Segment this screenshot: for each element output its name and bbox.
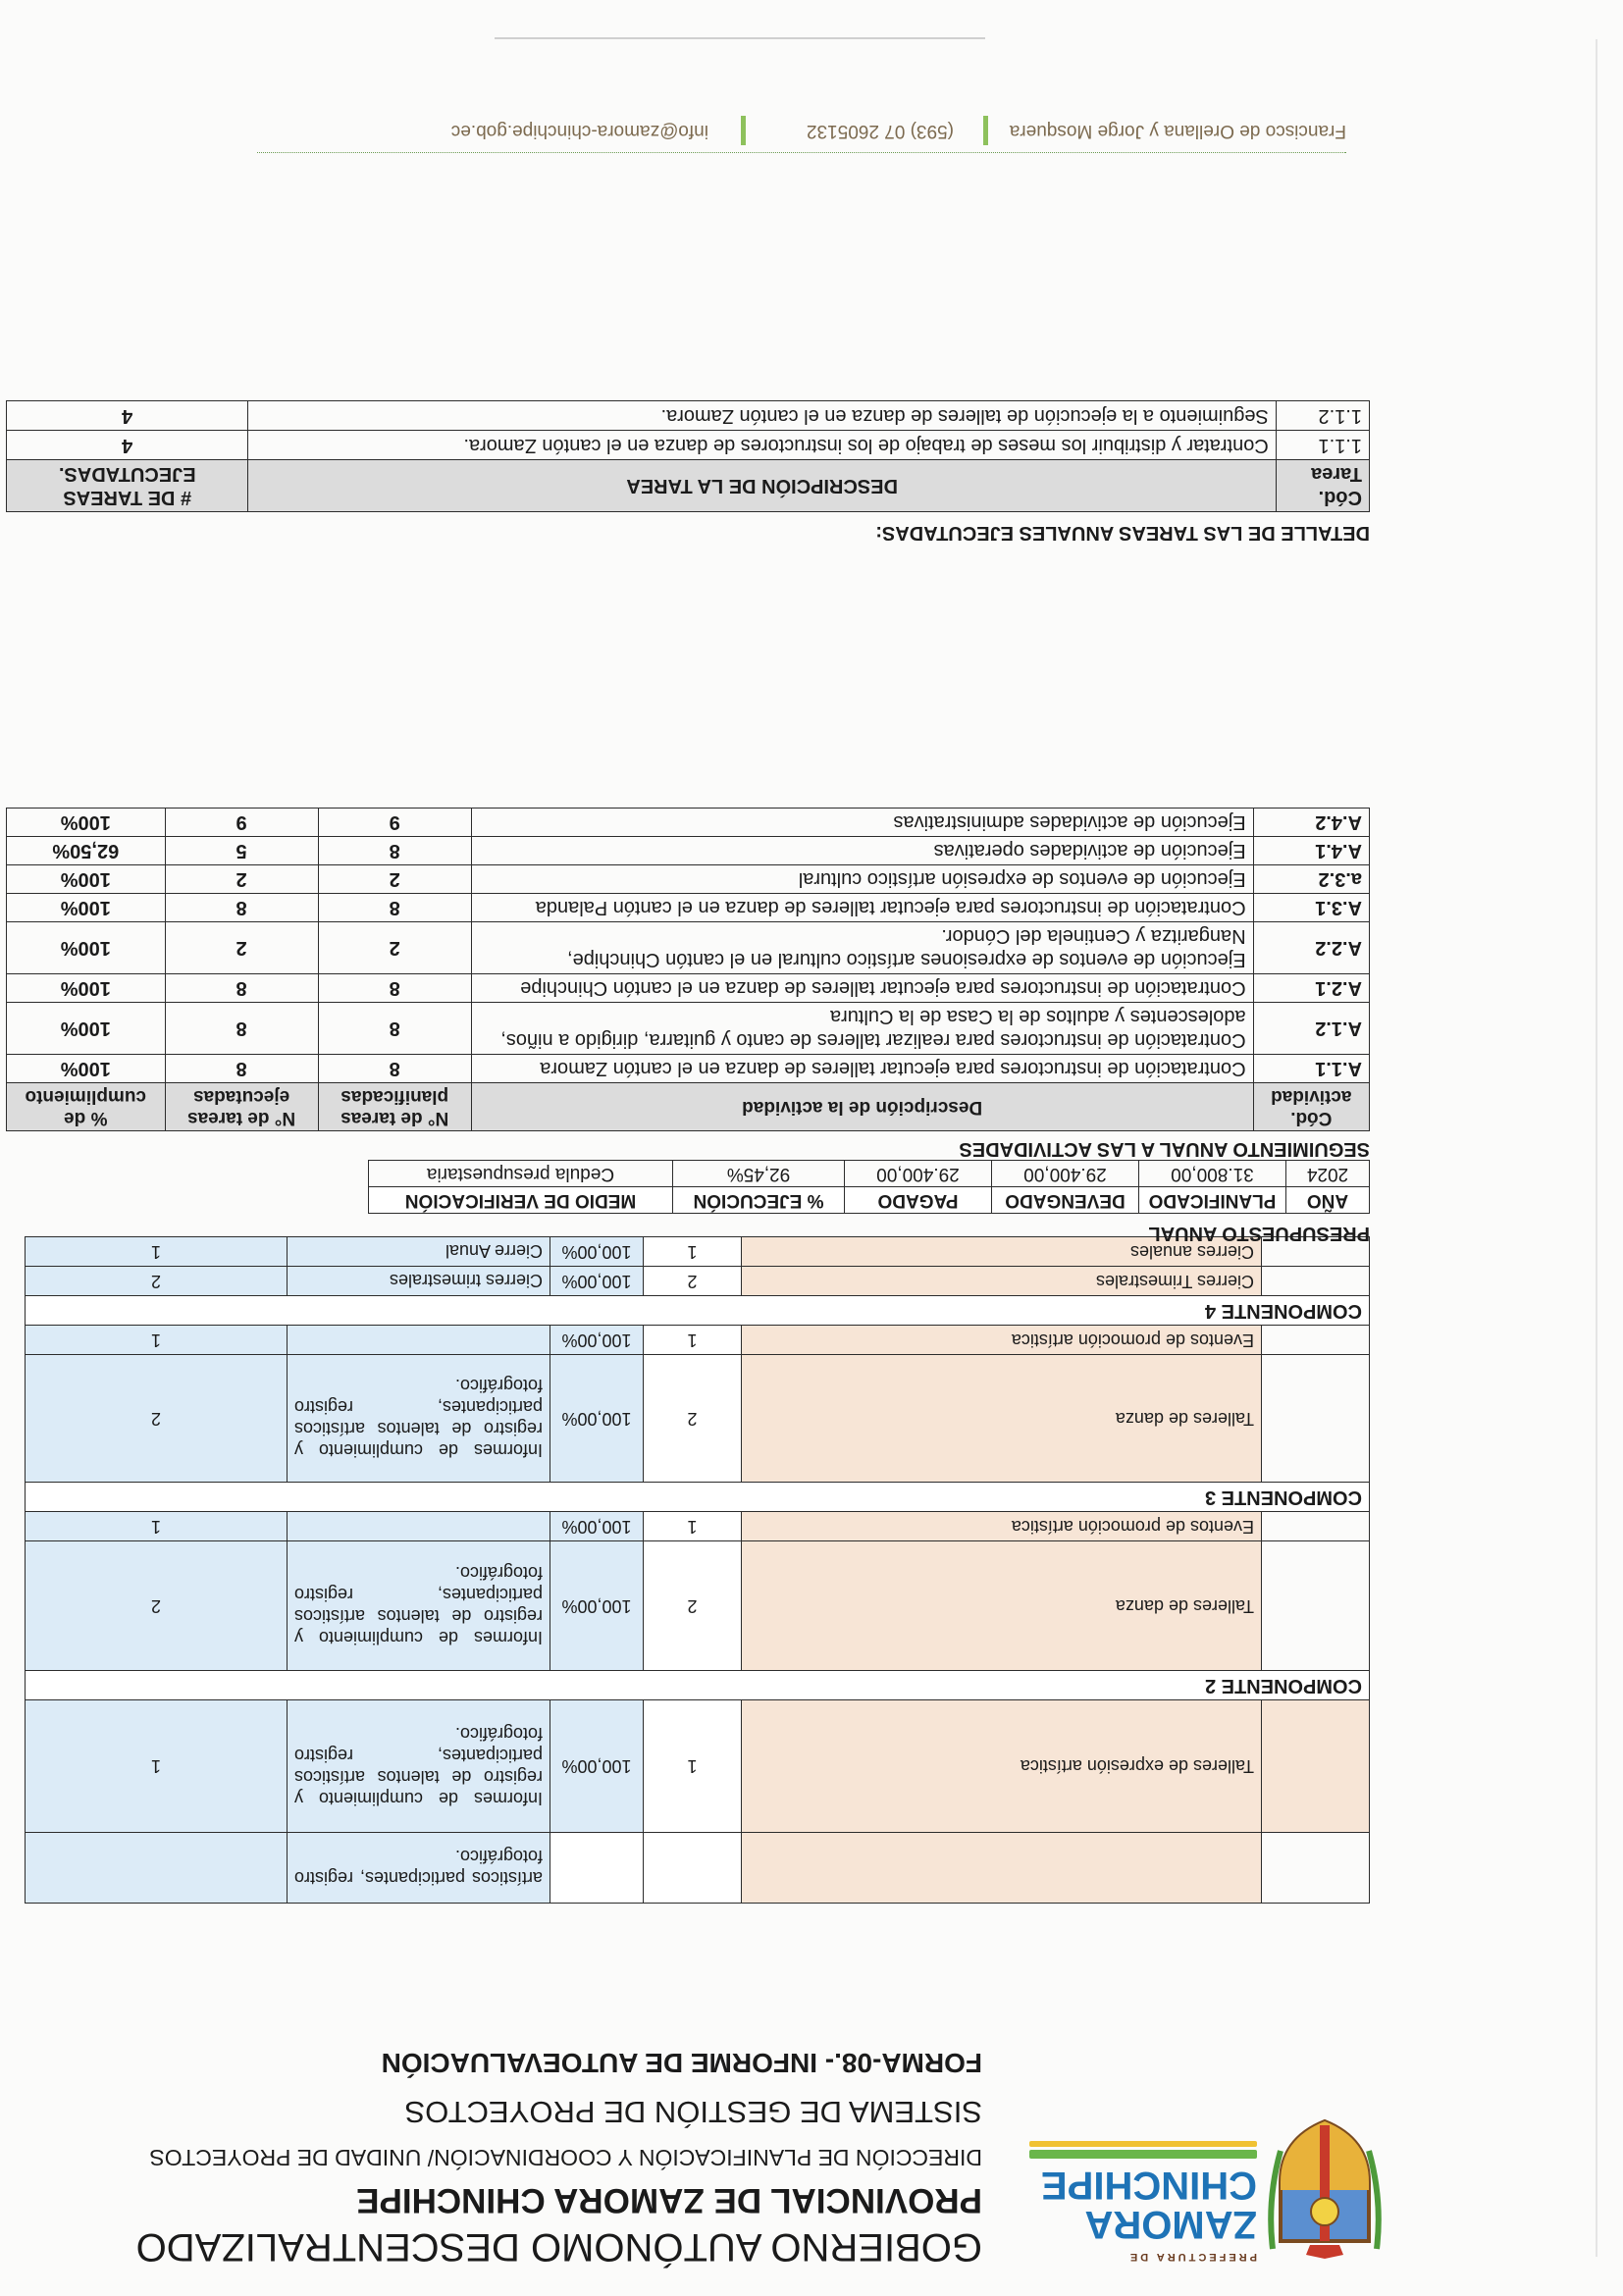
budget-paid: 29.400,00 <box>845 1161 992 1187</box>
activity-code: 1 <box>26 1512 288 1541</box>
table-row <box>26 1326 1370 1355</box>
col-header: DEVENGADO <box>992 1187 1139 1214</box>
activity-percent: 100,00% <box>550 1512 644 1541</box>
title-system: SISTEMA DE GESTIÓN DE PROYECTOS <box>404 2095 982 2129</box>
activity-percent: 100,00% <box>550 1267 644 1296</box>
budget-execution: 92,45% <box>673 1161 845 1187</box>
task-detail-table <box>6 400 1370 512</box>
activity-code: 1 <box>26 1326 288 1355</box>
title-government: GOBIERNO AUTÓNOMO DESCENTRALIZADO <box>135 2225 982 2269</box>
table-header-row <box>7 1083 1370 1131</box>
activity-tracking-table <box>6 808 1370 1131</box>
activity-count: 2 <box>644 1355 742 1483</box>
activity-count: 1 <box>644 1512 742 1541</box>
table-row <box>26 1355 1370 1483</box>
coat-of-arms-icon <box>1267 2116 1383 2259</box>
components-table <box>25 1236 1370 1904</box>
col-header-description: DESCRIPCIÓN DE LA TAREA <box>248 460 1276 512</box>
activity-percent: 100,00% <box>550 1355 644 1483</box>
activity-name: Cierres Trimestrales <box>742 1267 1262 1296</box>
budget-accrued: 29.400,00 <box>992 1161 1139 1187</box>
verification-cell: artísticos participantes, registro fotográfico. <box>288 1833 550 1904</box>
col-header-description: Descripción de la actividad <box>471 1083 1253 1131</box>
col-header-percent: % de cumplimiento <box>7 1083 166 1131</box>
title-province: PROVINCIAL DE ZAMORA CHINCHIPE <box>356 2181 982 2219</box>
tasks-title: DETALLE DE LAS TAREAS ANUALES EJECUTADAS: <box>875 522 1370 544</box>
verification-cell: Cierres trimestrales <box>288 1267 550 1296</box>
table-row: 1.1.1 Contratar y distribuir los meses de trabajo de los instructores de danza en el cantón Zamora. 4 <box>7 431 1370 460</box>
activity-code: 2 <box>26 1355 288 1483</box>
activity-percent: 100,00% <box>550 1326 644 1355</box>
activity-count: 2 <box>644 1541 742 1671</box>
table-row <box>26 1700 1370 1833</box>
col-header: MEDIO DE VERIFICACIÓN <box>369 1187 673 1214</box>
component-3-label: COMPONENTE 3 <box>26 1483 1370 1512</box>
col-header-count: # DE TAREAS EJECUTADAS. <box>7 460 248 512</box>
title-direction: DIRECCIÓN DE PLANIFICACIÓN Y COORDINACIÓN/ UNIDAD DE PROYECTOS <box>149 2145 982 2170</box>
page-footer <box>257 110 1346 141</box>
table-header-row <box>7 460 1370 512</box>
logo-text-zamora: ZAMORA <box>1084 2203 1257 2246</box>
activity-name: Eventos de promoción artística <box>742 1326 1262 1355</box>
title-form: FORMA-08.- INFORME DE AUTOEVALUACIÓN <box>381 2048 982 2078</box>
logo-yellow-stripe <box>1029 2141 1257 2147</box>
component-header-row <box>26 1296 1370 1326</box>
activity-count: 1 <box>644 1700 742 1833</box>
activity-name: Cierres anuales <box>742 1237 1262 1267</box>
table-row: A.1.2 Contratación de instructores para realizar talleres de canto y guitarra, dirigido a niños, adolescentes y adultos de la Casa de la Cultura 8 8 100% <box>7 1003 1370 1055</box>
footer-separator <box>741 116 746 145</box>
activity-percent: 100,00% <box>550 1700 644 1833</box>
col-header-planned: N° de tareas planificadas <box>318 1083 471 1131</box>
footer-separator <box>983 116 988 145</box>
table-row <box>26 1267 1370 1296</box>
activity-name: Talleres de danza <box>742 1355 1262 1483</box>
activity-code: 2 <box>26 1541 288 1671</box>
table-row <box>26 1541 1370 1671</box>
table-row: A.3.1 Contratación de instructores para ejecutar talleres de danza en el cantón Palanda 8 8 100% <box>7 894 1370 922</box>
activity-count: 1 <box>644 1326 742 1355</box>
table-row: A.4.2 Ejecución de actividades administrativas 9 9 100% <box>7 809 1370 837</box>
table-row: a.3.2 Ejecución de eventos de expresión artístico cultural 2 2 100% <box>7 865 1370 894</box>
scan-edge-marks <box>495 37 985 39</box>
col-header: % EJECUCIÓN <box>673 1187 845 1214</box>
activity-name: Talleres de expresión artística <box>742 1700 1262 1833</box>
budget-year: 2024 <box>1286 1161 1370 1187</box>
table-row: A.2.2 Ejecución de eventos de expresiones artístico cultural en el cantón Chinchipe, Nangaritza y Centinela del Cóndor. 2 2 100% <box>7 922 1370 974</box>
activity-code: 1 <box>26 1237 288 1267</box>
table-row <box>26 1833 1370 1904</box>
document-header <box>68 1974 1383 2269</box>
logo-green-stripe <box>1029 2150 1257 2159</box>
budget-verification: Cedula presupuestaria <box>369 1161 673 1187</box>
table-row: A.2.1 Contratación de instructores para ejecutar talleres de danza en el cantón Chinchipe 8 8 100% <box>7 974 1370 1003</box>
table-row: 1.1.2 Seguimiento a la ejecución de talleres de danza en el cantón Zamora. 4 <box>7 401 1370 431</box>
footer-address: Francisco de Orellana y Jorge Mosquera <box>1009 121 1346 141</box>
component-4-label: COMPONENTE 4 <box>26 1296 1370 1326</box>
prefectura-logo <box>1020 2023 1383 2269</box>
component-2-label: COMPONENTE 2 <box>26 1671 1370 1700</box>
budget-title: PRESUPUESTO ANUAL <box>1148 1223 1370 1244</box>
activity-count: 2 <box>644 1267 742 1296</box>
scan-edge-line <box>1596 39 1597 2257</box>
component-header-row <box>26 1483 1370 1512</box>
col-header-code: Cód. Tarea <box>1276 460 1369 512</box>
budget-planned: 31.800,00 <box>1139 1161 1286 1187</box>
activity-code: 1 <box>26 1700 288 1833</box>
verification-cell: Informes de cumplimiento y registro de talentos artísticos participantes, registro fotográfico. <box>288 1700 550 1833</box>
activity-name: Eventos de promoción artística <box>742 1512 1262 1541</box>
logo-text-chinchipe: CHINCHIPE <box>1040 2164 1257 2207</box>
footer-email: info@zamora-chinchipe.gob.ec <box>450 121 708 141</box>
table-row <box>369 1161 1370 1187</box>
col-header: PLANIFICADO <box>1139 1187 1286 1214</box>
activity-name: Talleres de danza <box>742 1541 1262 1671</box>
component-header-row <box>26 1671 1370 1700</box>
activity-percent: 100,00% <box>550 1541 644 1671</box>
table-row: A.4.1 Ejecución de actividades operativas 8 5 62,50% <box>7 837 1370 865</box>
col-header: AÑO <box>1286 1187 1370 1214</box>
activity-count: 1 <box>644 1237 742 1267</box>
budget-table <box>368 1160 1370 1214</box>
verification-cell: Informes de cumplimiento y registro de talentos artísticos participantes, registro fotográfico. <box>288 1355 550 1483</box>
footer-rule <box>257 152 1346 153</box>
verification-cell: Informes de cumplimiento y registro de talentos artísticos participantes, registro fotográfico. <box>288 1541 550 1671</box>
col-header: PAGADO <box>845 1187 992 1214</box>
col-header-code: Cód. actividad <box>1253 1083 1369 1131</box>
logo-prefix: PREFECTURA DE <box>1126 2251 1257 2263</box>
col-header-executed: N° de tareas ejecutadas <box>165 1083 318 1131</box>
footer-phone: (593) 07 2605132 <box>806 121 954 141</box>
tracking-title: SEGUIMIENTO ANUAL A LAS ACTIVIDADES <box>959 1138 1370 1160</box>
activity-percent: 100,00% <box>550 1237 644 1267</box>
table-row <box>26 1512 1370 1541</box>
verification-cell: Cierre Anual <box>288 1237 550 1267</box>
activity-code: 2 <box>26 1267 288 1296</box>
table-row: A.1.1 Contratación de instructores para ejecutar talleres de danza en el cantón Zamora 8 8 100% <box>7 1055 1370 1083</box>
table-header-row <box>369 1187 1370 1214</box>
